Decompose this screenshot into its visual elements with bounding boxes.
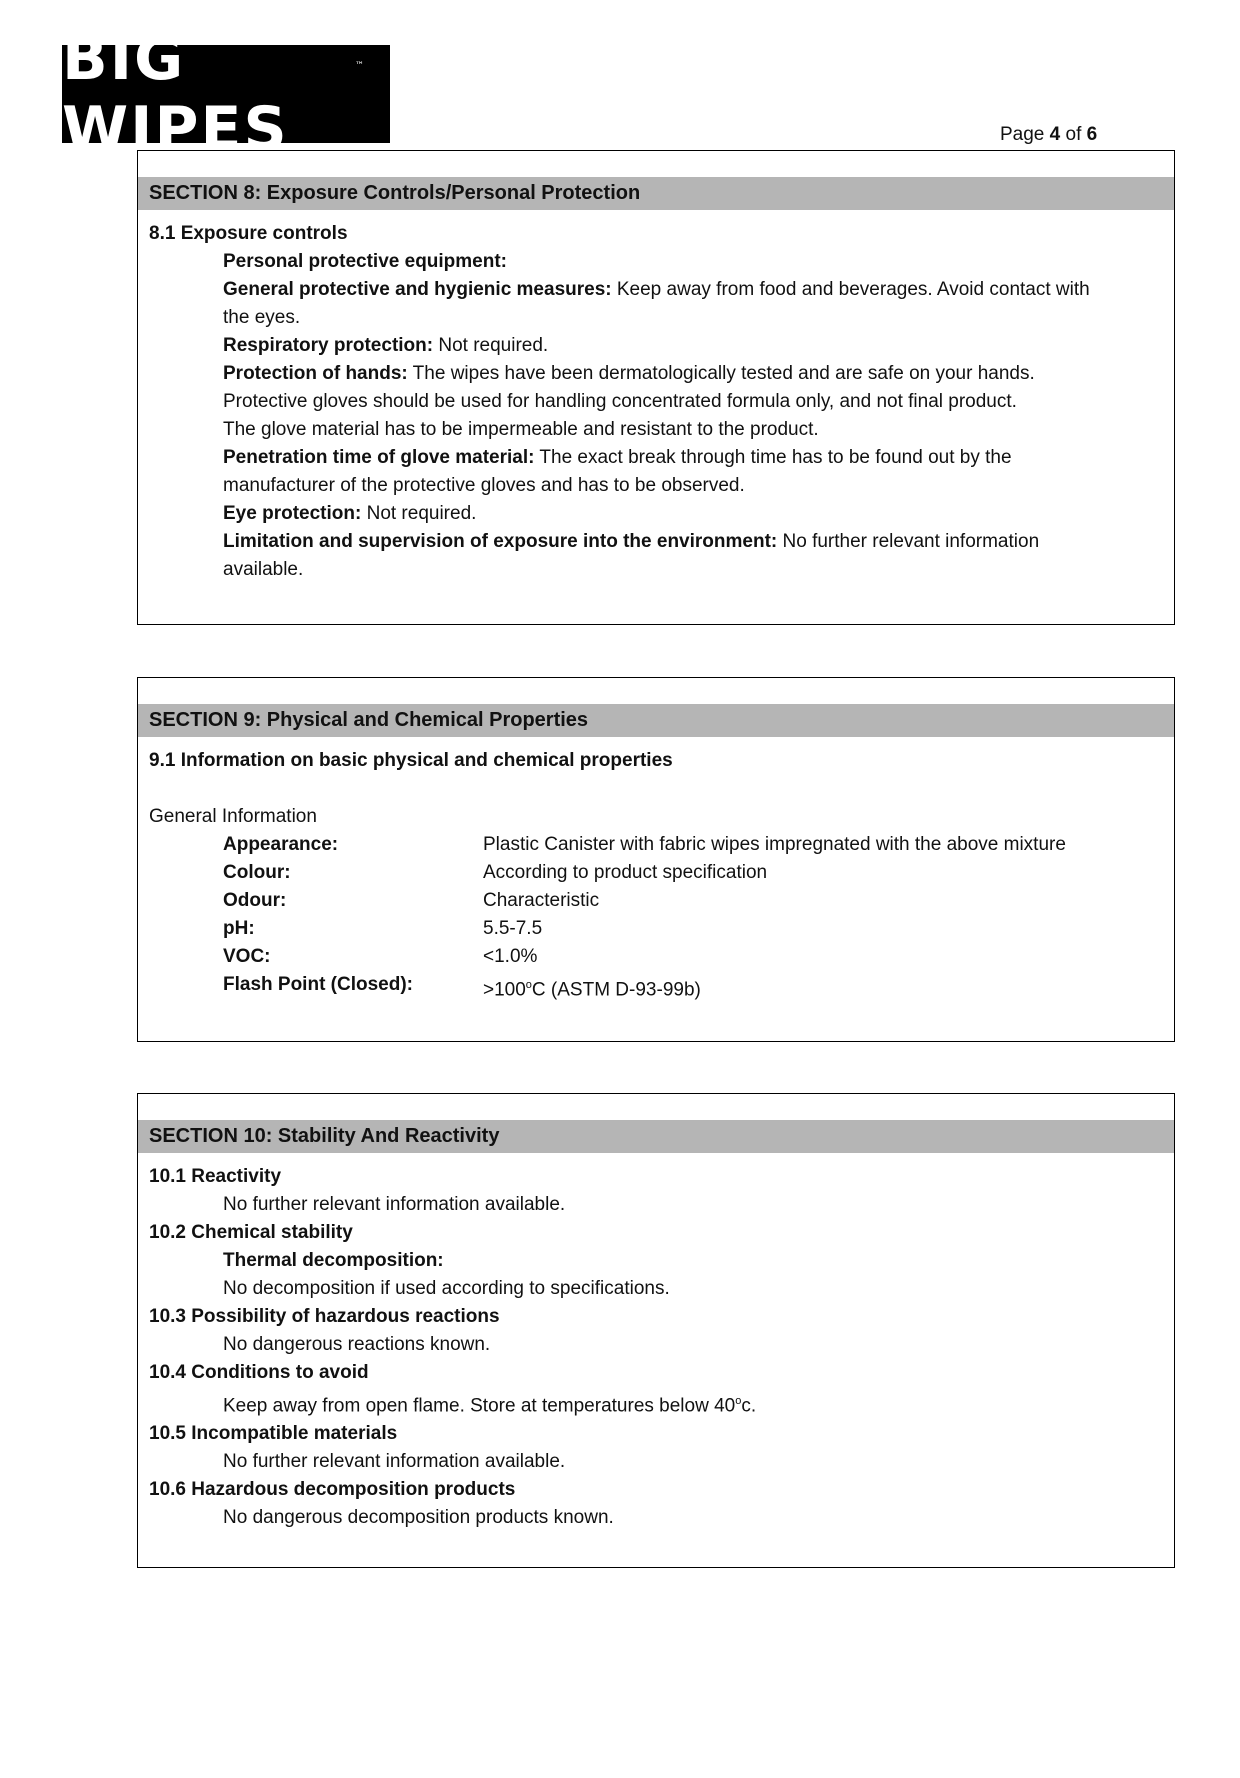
- property-row: Appearance: Plastic Canister with fabric wipes impregnated with the above mixture: [223, 834, 1066, 855]
- subsection-10-6: 10.6 Hazardous decomposition products: [149, 1479, 516, 1501]
- property-row-flash-point: Flash Point (Closed): $>100^oC$ (ASTM D-93-99b): [223, 974, 701, 1001]
- subsection-8-1: 8.1 Exposure controls: [149, 223, 348, 244]
- property-row: VOC: <1.0%: [223, 946, 538, 967]
- subsection-10-3: 10.3 Possibility of hazardous reactions: [149, 1306, 500, 1327]
- general-information-heading: General Information: [149, 806, 317, 827]
- conditions-to-avoid-text: Keep away from open flame. Store at temperatures below 40$^o$c.: [223, 1395, 757, 1417]
- respiratory-protection: Respiratory protection: Not required.: [223, 335, 549, 356]
- ppe-heading: Personal protective equipment:: [223, 251, 508, 272]
- hazardous-reactions-text: No dangerous reactions known.: [223, 1334, 491, 1355]
- penetration-time-cont: manufacturer of the protective gloves and has to be observed.: [223, 475, 745, 496]
- general-measures: General protective and hygienic measures: Keep away from food and beverages. Avoid contact with: [223, 279, 1090, 300]
- subsection-10-2: 10.2 Chemical stability: [149, 1222, 353, 1243]
- exposure-limitation: Limitation and supervision of exposure into the environment: No further relevant information: [223, 531, 1040, 552]
- eye-protection: Eye protection: Not required.: [223, 503, 477, 524]
- general-measures-cont: the eyes.: [223, 307, 301, 328]
- penetration-time: Penetration time of glove material: The exact break through time has to be found out by the: [223, 447, 1012, 468]
- section-8: [137, 150, 1175, 625]
- incompatible-materials-text: No further relevant information available.: [223, 1451, 566, 1473]
- reactivity-text: No further relevant information available.: [223, 1194, 566, 1215]
- page-number: Page 4 of 6: [1000, 124, 1098, 145]
- hand-protection-cont-1: Protective gloves should be used for handling concentrated formula only, and not final product.: [223, 391, 1017, 412]
- property-row: Odour: Characteristic: [223, 890, 600, 911]
- logo-trademark: ™: [355, 61, 364, 71]
- section-8-title: SECTION 8: Exposure Controls/Personal Protection: [138, 177, 1174, 210]
- property-row: pH: 5.5-7.5: [223, 918, 543, 939]
- exposure-limitation-cont: available.: [223, 559, 304, 580]
- hand-protection: Protection of hands: The wipes have been dermatologically tested and are safe on your hands.: [223, 363, 1035, 384]
- thermal-decomposition-text: No decomposition if used according to specifications.: [223, 1278, 670, 1299]
- subsection-10-1: 10.1 Reactivity: [149, 1166, 282, 1187]
- section-10: [137, 1093, 1175, 1568]
- section-9-title: SECTION 9: Physical and Chemical Properties: [138, 704, 1174, 737]
- section-10-title: SECTION 10: Stability And Reactivity: [138, 1120, 1174, 1153]
- logo-text: BIG WIPES: [62, 24, 289, 164]
- subsection-9-1: 9.1 Information on basic physical and chemical properties: [149, 750, 673, 771]
- hand-protection-cont-2: The glove material has to be impermeable and resistant to the product.: [223, 419, 819, 440]
- subsection-10-5: 10.5 Incompatible materials: [149, 1423, 398, 1445]
- property-row: Colour: According to product specification: [223, 862, 768, 883]
- section-9: [137, 677, 1175, 1042]
- subsection-10-4: 10.4 Conditions to avoid: [149, 1362, 369, 1383]
- decomposition-products-text: No dangerous decomposition products known.: [223, 1507, 614, 1529]
- thermal-decomposition-heading: Thermal decomposition:: [223, 1250, 444, 1271]
- big-wipes-logo: [62, 24, 390, 164]
